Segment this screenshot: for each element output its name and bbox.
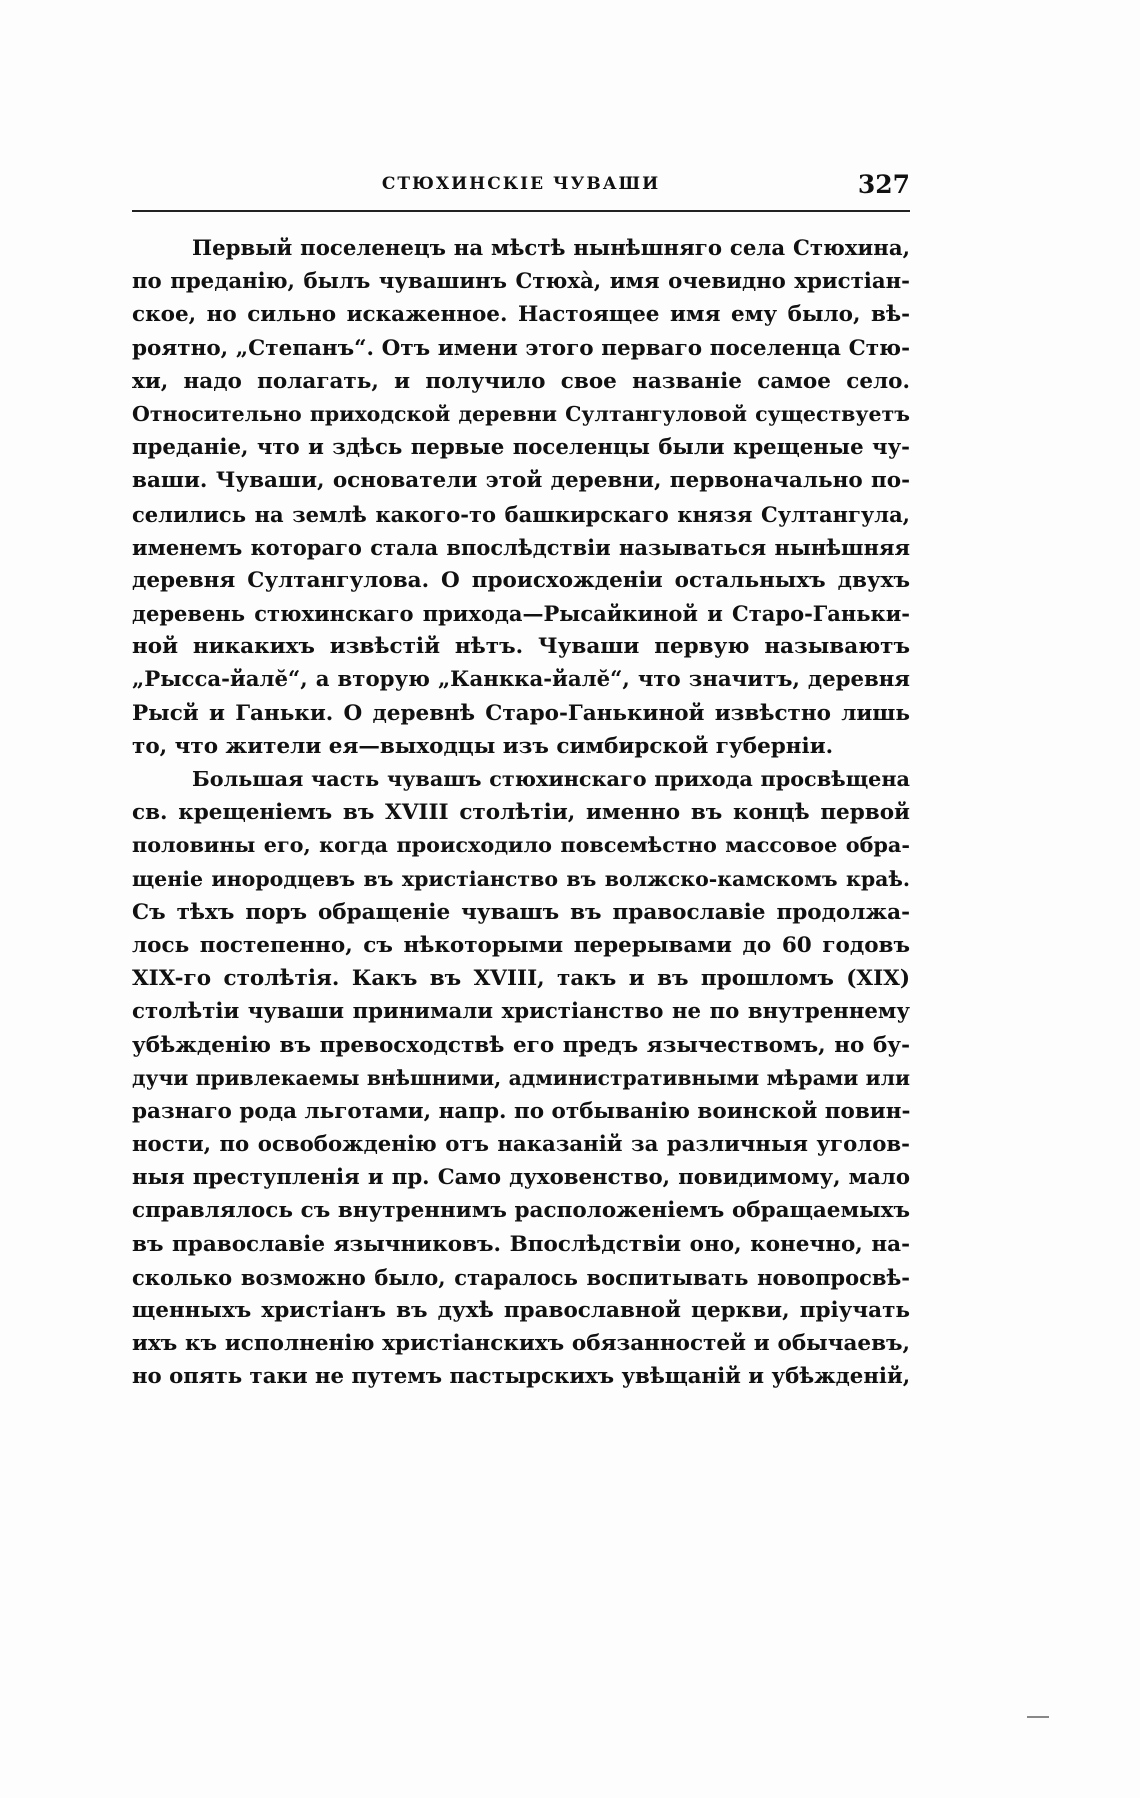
text-line: ныя преступленія и пр. Само духовенство, повидимому, мало bbox=[132, 1165, 910, 1191]
text-line: ной никакихъ извѣстій нѣтъ. Чуваши первую называютъ bbox=[132, 634, 910, 660]
text-line: справлялось съ внутреннимъ расположеніемъ обращаемыхъ bbox=[132, 1198, 910, 1224]
text-line: половины его, когда происходило повсемѣстно массовое обра- bbox=[132, 833, 910, 858]
text-line: роятно, „Степанъ“. Отъ имени этого перваго поселенца Стю- bbox=[132, 335, 910, 361]
text-line: столѣтіи чуваши принимали христіанство не по внутреннему bbox=[132, 999, 910, 1025]
running-head bbox=[132, 170, 910, 210]
text-line: Рысй и Ганьки. О деревнѣ Старо-Ганькиной извѣстно лишь bbox=[132, 700, 910, 726]
page-number: 327 bbox=[857, 170, 910, 199]
text-line: сколько возможно было, старалось воспитывать новопросвѣ- bbox=[132, 1264, 910, 1290]
text-line: ваши. Чуваши, основатели этой деревни, первоначально по- bbox=[132, 468, 910, 494]
text-line: по преданію, былъ чувашинъ Стюхà, имя очевидно христіан- bbox=[132, 269, 910, 295]
text-line: деревня Султангулова. О происхожденіи остальныхъ двухъ bbox=[132, 567, 910, 593]
text-line: преданіе, что и здѣсь первые поселенцы были крещеные чу- bbox=[132, 435, 910, 461]
text-line: св. крещеніемъ въ XVIII столѣтіи, именно въ концѣ первой bbox=[132, 800, 910, 826]
text-line: лось постепенно, съ нѣкоторыми перерывами до 60 годовъ bbox=[132, 932, 910, 958]
text-line: Большая часть чувашъ стюхинскаго прихода просвѣщена bbox=[192, 767, 910, 791]
text-line: щеніе инородцевъ въ христіанство въ волжско-камскомъ краѣ. bbox=[132, 866, 910, 891]
text-line: именемъ котораго стала впослѣдствіи называться нынѣшняя bbox=[132, 534, 910, 560]
text-line: щенныхъ христіанъ въ духѣ православной церкви, пріучать bbox=[132, 1298, 910, 1323]
text-line: деревень стюхинскаго прихода—Рысайкиной и Старо-Ганьки- bbox=[132, 601, 910, 627]
text-line: ности, по освобожденію отъ наказаній за различныя уголов- bbox=[132, 1132, 910, 1158]
text-line: дучи привлекаемы внѣшними, административными мѣрами или bbox=[132, 1065, 910, 1090]
header-rule bbox=[132, 210, 910, 212]
text-line: „Рысса-йалĕ“, а вторую „Канкка-йалĕ“, что значитъ, деревня bbox=[132, 667, 910, 693]
text-line: убѣжденію въ превосходствѣ его предъ язычествомъ, но бу- bbox=[132, 1032, 910, 1058]
text-line: ское, но сильно искаженное. Настоящее имя ему было, вѣ- bbox=[132, 302, 910, 328]
text-line: ихъ къ исполненію христіанскихъ обязанностей и обычаевъ, bbox=[132, 1331, 910, 1357]
text-line: селились на землѣ какого-то башкирскаго князя Султангула, bbox=[132, 501, 910, 527]
text-line: въ православіе язычниковъ. Впослѣдствіи оно, конечно, на- bbox=[132, 1231, 910, 1257]
margin-mark bbox=[1027, 1716, 1049, 1718]
text-line: Первый поселенецъ на мѣстѣ нынѣшняго села Стюхина, bbox=[192, 236, 910, 261]
text-line: Относительно приходской деревни Султангуловой существуетъ bbox=[132, 401, 910, 426]
text-line: разнаго рода льготами, напр. по отбыванію воинской повин- bbox=[132, 1098, 911, 1124]
text-line: Съ тѣхъ поръ обращеніе чувашъ въ православіе продолжа- bbox=[132, 899, 910, 925]
body-text bbox=[132, 232, 910, 1394]
text-line: то, что жители ея—выходцы изъ симбирской губерніи. bbox=[132, 733, 834, 759]
text-line: хи, надо полагать, и получило свое названіе самое село. bbox=[132, 368, 910, 394]
running-title: СТЮХИНСКІЕ ЧУВАШИ bbox=[381, 174, 661, 194]
text-line: но опять таки не путемъ пастырскихъ увѣщаній и убѣжденій, bbox=[132, 1364, 911, 1390]
text-line: XIX-го столѣтія. Какъ въ XVIII, такъ и въ прошломъ (XIX) bbox=[132, 966, 910, 992]
